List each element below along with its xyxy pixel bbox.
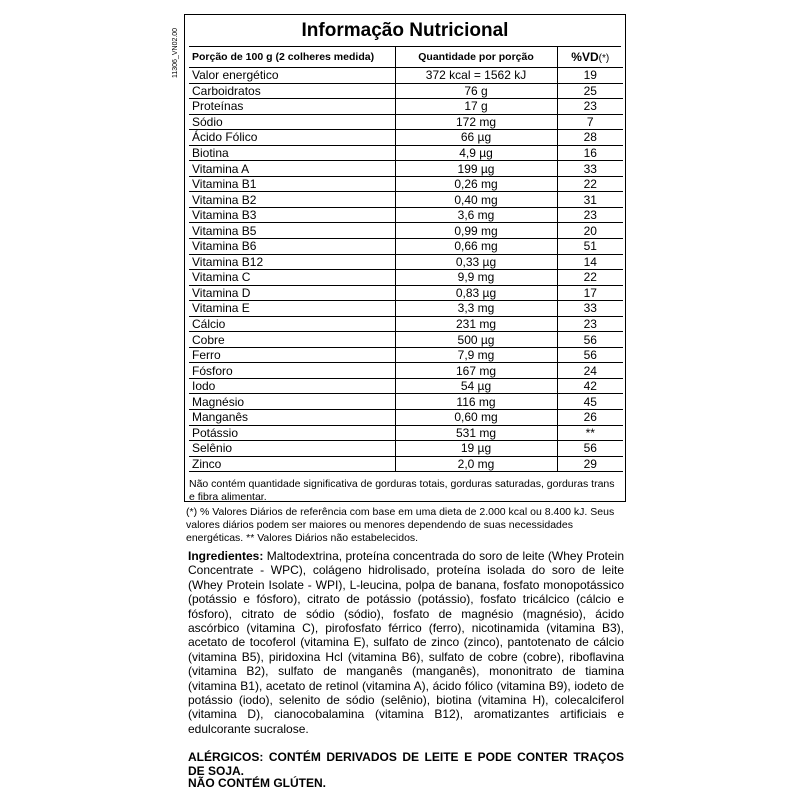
nutrient-name: Manganês — [189, 410, 395, 426]
nutrient-vd: 45 — [557, 394, 623, 410]
nutrient-vd: 7 — [557, 114, 623, 130]
nutrition-facts-label — [184, 14, 626, 502]
table-row — [189, 68, 623, 84]
nutrient-quantity: 3,3 mg — [395, 301, 557, 317]
nutrient-name: Vitamina B5 — [189, 223, 395, 239]
table-row — [189, 130, 623, 146]
table-row — [189, 239, 623, 255]
nutrient-quantity: 17 g — [395, 99, 557, 115]
nutrient-name: Potássio — [189, 425, 395, 441]
nutrient-name: Ferro — [189, 347, 395, 363]
table-row — [189, 363, 623, 379]
nutrient-quantity: 3,6 mg — [395, 207, 557, 223]
nutrient-quantity: 0,26 mg — [395, 176, 557, 192]
table-row — [189, 425, 623, 441]
nutrient-quantity: 7,9 mg — [395, 347, 557, 363]
nutrient-vd: 28 — [557, 130, 623, 146]
nutrient-quantity: 167 mg — [395, 363, 557, 379]
nutrient-name: Cobre — [189, 332, 395, 348]
nutrient-quantity: 4,9 µg — [395, 145, 557, 161]
nutrient-vd: 56 — [557, 441, 623, 457]
table-header-row — [189, 47, 623, 68]
allergens-warning: ALÉRGICOS: CONTÉM DERIVADOS DE LEITE E PODE CONTER TRAÇOS DE SOJA. — [188, 750, 624, 779]
nutrient-quantity: 0,60 mg — [395, 410, 557, 426]
table-row — [189, 285, 623, 301]
nutrient-quantity: 54 µg — [395, 378, 557, 394]
table-row — [189, 410, 623, 426]
nutrient-quantity: 19 µg — [395, 441, 557, 457]
nutrient-name: Vitamina B12 — [189, 254, 395, 270]
label-title: Informação Nutricional — [189, 15, 621, 47]
table-row — [189, 145, 623, 161]
table-row — [189, 114, 623, 130]
nutrient-quantity: 0,83 µg — [395, 285, 557, 301]
nutrient-vd: 22 — [557, 270, 623, 286]
nutrient-name: Vitamina A — [189, 161, 395, 177]
nutrition-table — [189, 47, 623, 472]
nutrient-vd: 23 — [557, 99, 623, 115]
nutrient-quantity: 500 µg — [395, 332, 557, 348]
table-row — [189, 394, 623, 410]
nutrient-vd: 26 — [557, 410, 623, 426]
nutrient-quantity: 76 g — [395, 83, 557, 99]
nutrient-name: Fósforo — [189, 363, 395, 379]
nutrient-quantity: 231 mg — [395, 316, 557, 332]
nutrient-name: Vitamina B6 — [189, 239, 395, 255]
nutrient-vd: 25 — [557, 83, 623, 99]
nutrient-name: Magnésio — [189, 394, 395, 410]
table-row — [189, 161, 623, 177]
header-portion: Porção de 100 g (2 colheres medida) — [189, 47, 395, 68]
nutrient-name: Vitamina C — [189, 270, 395, 286]
nutrient-vd: 56 — [557, 347, 623, 363]
nutrient-vd: 33 — [557, 161, 623, 177]
table-row — [189, 332, 623, 348]
table-row — [189, 254, 623, 270]
nutrient-name: Sódio — [189, 114, 395, 130]
nutrient-name: Valor energético — [189, 68, 395, 84]
nutrient-name: Vitamina B3 — [189, 207, 395, 223]
table-row — [189, 176, 623, 192]
nutrient-quantity: 199 µg — [395, 161, 557, 177]
nutrition-rows — [189, 68, 623, 472]
header-quantity: Quantidade por porção — [395, 47, 557, 68]
nutrient-quantity: 172 mg — [395, 114, 557, 130]
nutrient-vd: 42 — [557, 378, 623, 394]
header-vd-note: (*) — [598, 53, 610, 64]
nutrient-quantity: 0,99 mg — [395, 223, 557, 239]
nutrient-name: Selênio — [189, 441, 395, 457]
nutrient-quantity: 66 µg — [395, 130, 557, 146]
nutrient-vd: 14 — [557, 254, 623, 270]
ingredients-paragraph — [188, 549, 624, 736]
nutrient-name: Biotina — [189, 145, 395, 161]
table-row — [189, 207, 623, 223]
gluten-warning: NÃO CONTÉM GLÚTEN. — [188, 776, 326, 790]
nutrient-quantity: 0,66 mg — [395, 239, 557, 255]
nutrient-vd: 56 — [557, 332, 623, 348]
table-row — [189, 301, 623, 317]
table-row — [189, 456, 623, 472]
nutrient-quantity: 0,40 mg — [395, 192, 557, 208]
nutrient-vd: 51 — [557, 239, 623, 255]
nutrient-name: Iodo — [189, 378, 395, 394]
table-row — [189, 378, 623, 394]
nutrient-quantity: 9,9 mg — [395, 270, 557, 286]
table-row — [189, 223, 623, 239]
nutrient-name: Cálcio — [189, 316, 395, 332]
nutrient-vd: 20 — [557, 223, 623, 239]
header-vd — [557, 47, 623, 68]
nutrient-vd: ** — [557, 425, 623, 441]
table-row — [189, 83, 623, 99]
nutrient-name: Vitamina D — [189, 285, 395, 301]
nutrient-vd: 16 — [557, 145, 623, 161]
table-row — [189, 99, 623, 115]
table-row — [189, 441, 623, 457]
nutrient-name: Proteínas — [189, 99, 395, 115]
nutrient-vd: 23 — [557, 316, 623, 332]
nutrient-vd: 22 — [557, 176, 623, 192]
nutrient-vd: 31 — [557, 192, 623, 208]
table-row — [189, 347, 623, 363]
table-row — [189, 192, 623, 208]
nutrient-name: Vitamina B2 — [189, 192, 395, 208]
nutrient-name: Vitamina B1 — [189, 176, 395, 192]
nutrient-vd: 17 — [557, 285, 623, 301]
ingredients-text: Maltodextrina, proteína concentrada do soro de leite (Whey Protein Concentrate - WPC), colágeno hidrolisado, proteína isolada do soro de leite (Whey Protein Isolate - WPI), L-leucina, polpa de banana, fosfato monopotássico (potássio e fósforo), citrato de potássio (potássio), fosfato tricálcico (cálcio e fósforo), citrato de sódio (sódio), fosfato de magnésio (magnésio), ácido ascórbico (vitamina C), pirofosfato férrico (ferro), nicotinamida (vitamina B3), acetato de tocoferol (vitamina E), sulfato de zinco (zinco), pantotenato de cálcio (vitamina B5), piridoxina Hcl (vitamina B6), sulfato de cobre (cobre), riboflavina (vitamina B2), sulfato de manganês (manganês), mononitrato de tiamina (vitamina B1), acetato de retinol (vitamina A), ácido fólico (vitamina B9), iodeto de potássio (iodo), selenito de sódio (selênio), biotina (vitamina H), colecalciferol (vitamina D), cianocobalamina (vitamina B12), aromatizantes artificiais e edulcorante sucralose. — [188, 549, 624, 736]
ingredients-label: Ingredientes: — [188, 549, 264, 563]
nutrient-vd: 24 — [557, 363, 623, 379]
product-code: 11306_VN02.00 — [172, 27, 179, 78]
nutrient-vd: 23 — [557, 207, 623, 223]
nutrient-quantity: 116 mg — [395, 394, 557, 410]
nutrient-name: Ácido Fólico — [189, 130, 395, 146]
nutrient-vd: 19 — [557, 68, 623, 84]
nutrient-vd: 33 — [557, 301, 623, 317]
nutrient-quantity: 372 kcal = 1562 kJ — [395, 68, 557, 84]
nutrient-quantity: 0,33 µg — [395, 254, 557, 270]
nutrient-vd: 29 — [557, 456, 623, 472]
label-footer: Não contém quantidade significativa de gorduras totais, gorduras saturadas, gorduras trans e fibra alimentar. — [189, 478, 615, 504]
daily-values-note: (*) % Valores Diários de referência com base em uma dieta de 2.000 kcal ou 8.400 kJ. Seus valores diários podem ser maiores ou menores dependendo de suas necessidades energéticas. ** Valores Diários não estabelecidos. — [186, 506, 615, 544]
nutrient-quantity: 531 mg — [395, 425, 557, 441]
nutrient-name: Vitamina E — [189, 301, 395, 317]
table-row — [189, 316, 623, 332]
nutrient-name: Zinco — [189, 456, 395, 472]
table-row — [189, 270, 623, 286]
nutrient-quantity: 2,0 mg — [395, 456, 557, 472]
nutrient-name: Carboidratos — [189, 83, 395, 99]
header-vd-label: %VD — [571, 50, 599, 64]
